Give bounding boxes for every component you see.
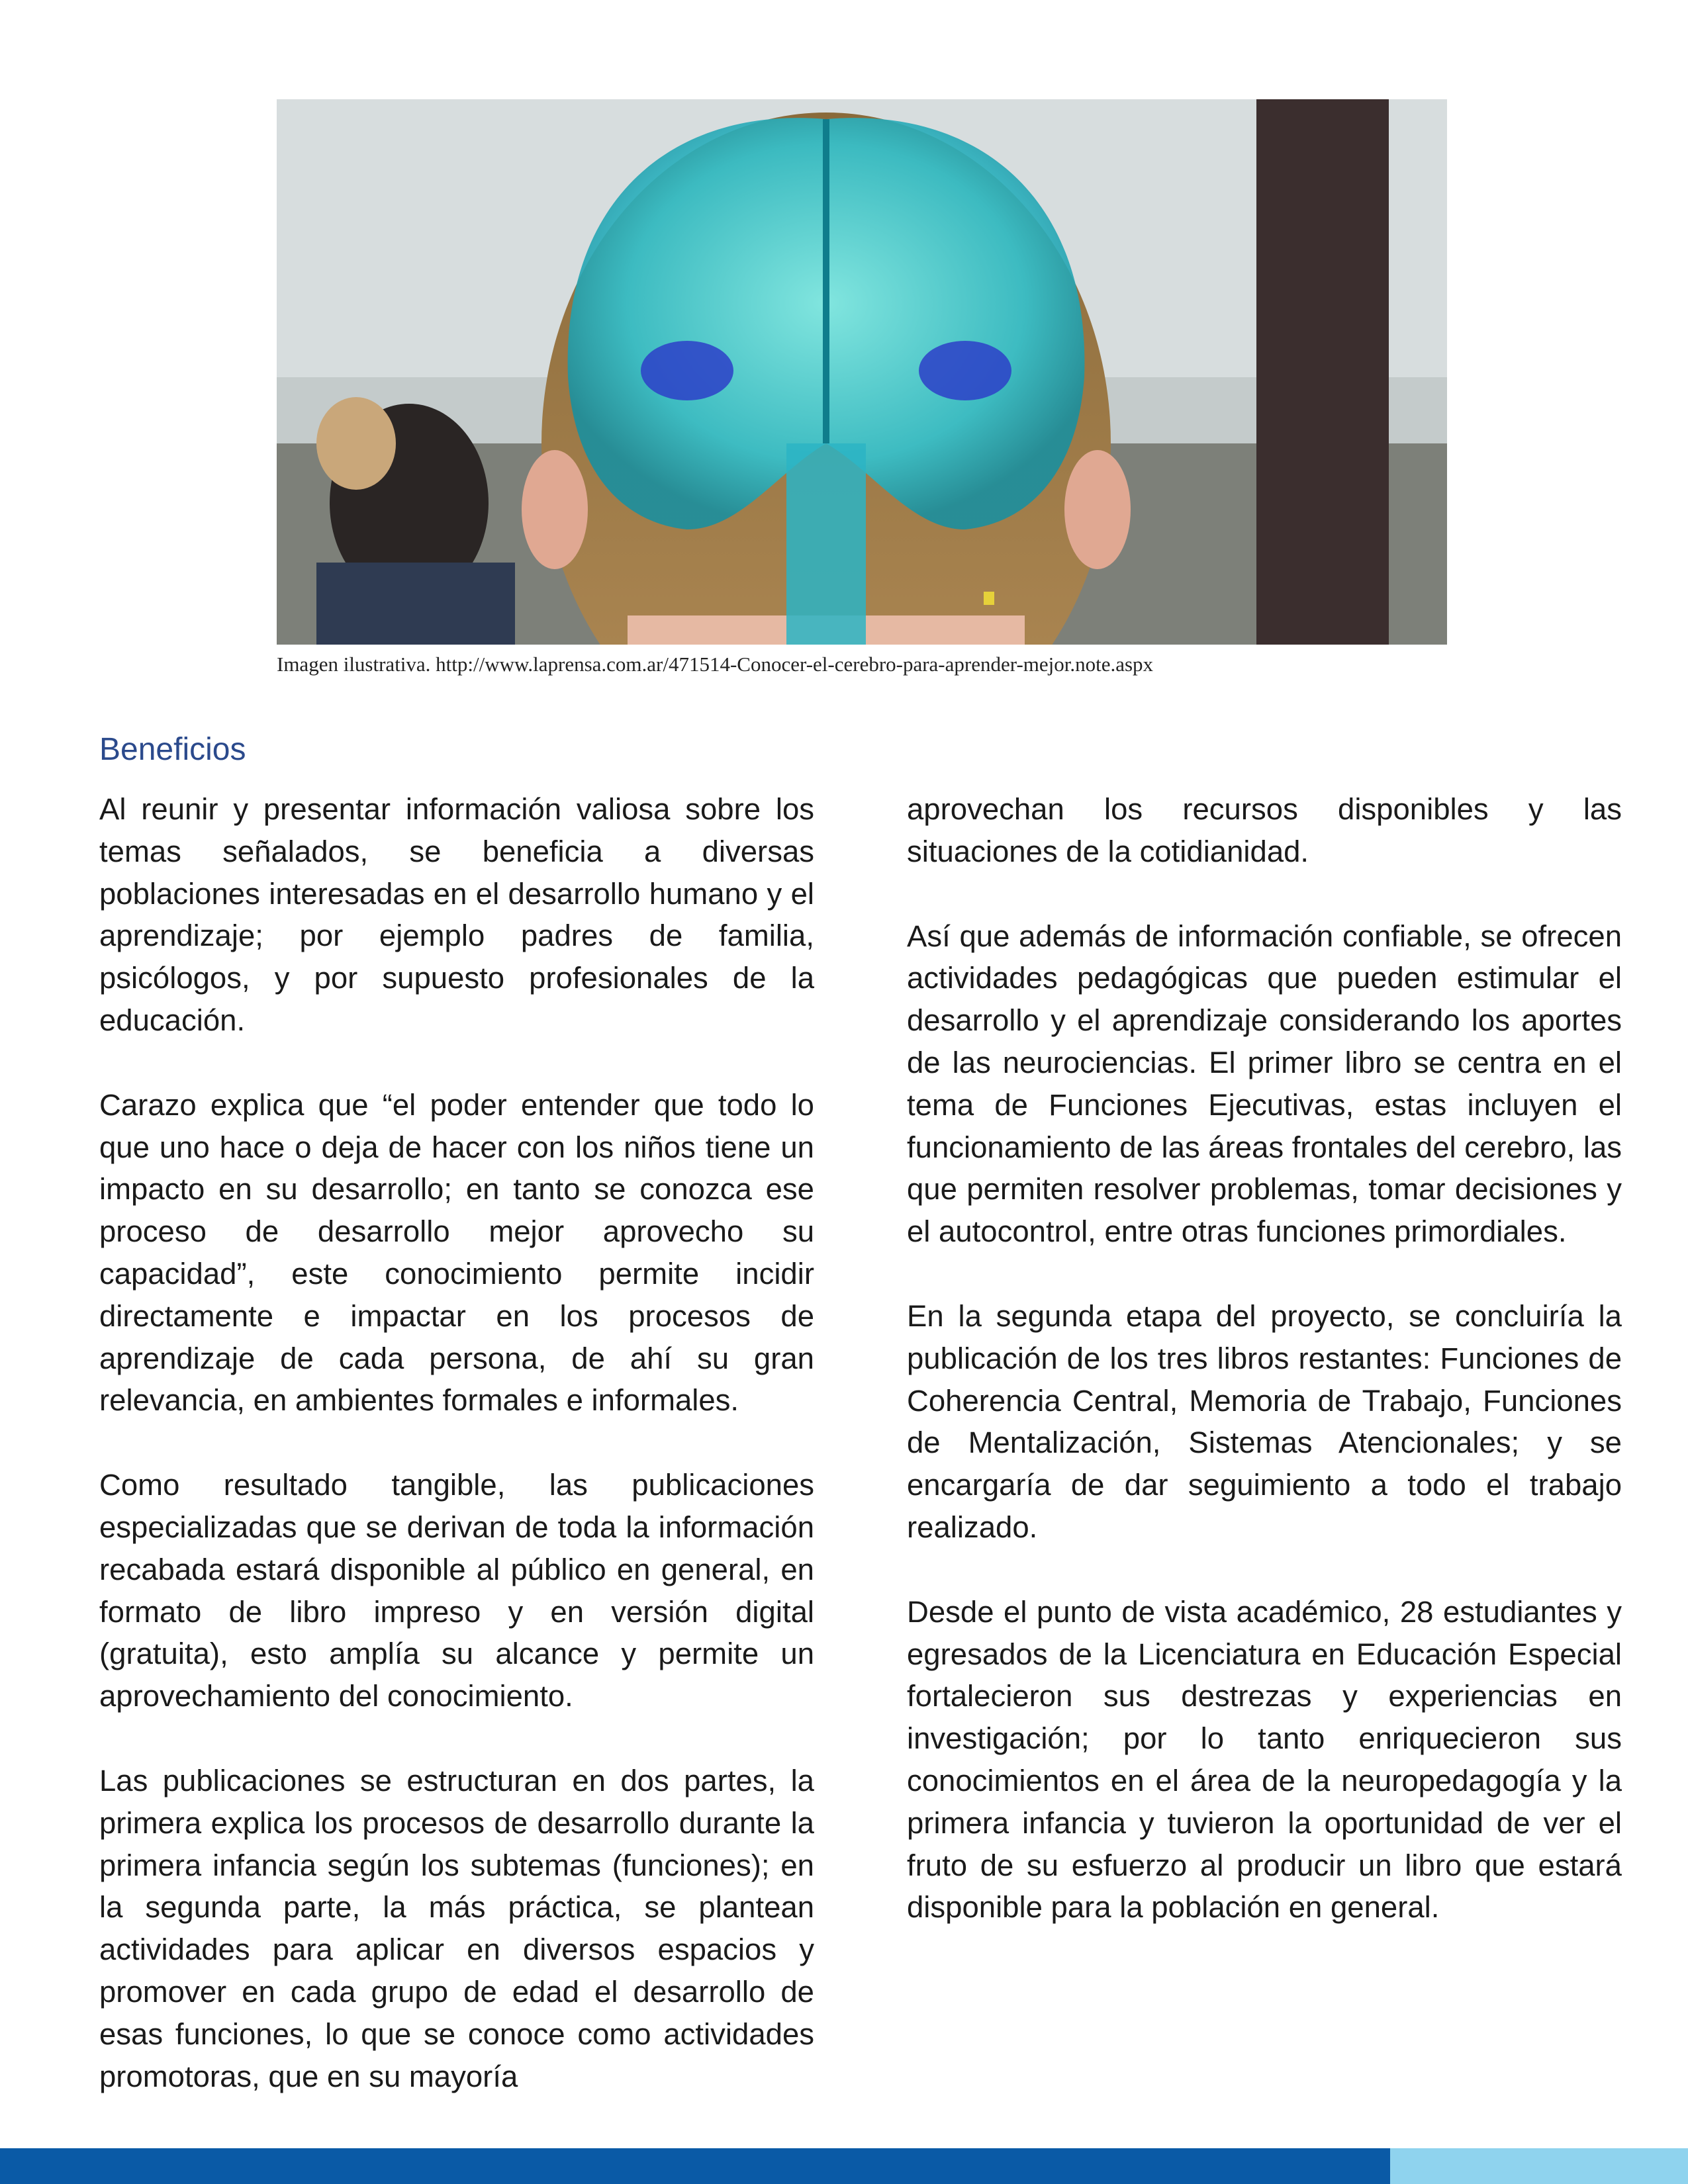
footer-bar — [0, 2148, 1390, 2184]
paragraph: Como resultado tangible, las publicaciones especializadas que se derivan de toda la información recabada estará disponible al público en general, en formato de libro impreso y en versión digital (gratuita), esto amplía su alcance y permite un aprovechamiento del conocimiento. — [99, 1468, 814, 1713]
paragraph: Desde el punto de vista académico, 28 estudiantes y egresados de la Licenciatura en Educación Especial fortalecieron sus destrezas y experiencias en investigación; por lo tanto enriquecieron sus conocimientos en el área de la neuropedagogía y la primera infancia y tuvieron la oportunidad de ver el fruto de su esfuerzo al producir un libro que estará disponible para la población en general. — [907, 1594, 1622, 1925]
left-text-column — [99, 788, 814, 2097]
right-text-column — [907, 788, 1622, 1929]
section-heading: Beneficios — [99, 732, 246, 767]
figure-caption: Imagen ilustrativa. http://www.laprensa.com.ar/471514-Conocer-el-cerebro-para-aprender-mejor.note.aspx — [277, 653, 1154, 676]
footer-accent-bar — [1390, 2148, 1688, 2184]
paragraph: Al reunir y presentar información valiosa sobre los temas señalados, se beneficia a diversas poblaciones interesadas en el desarrollo humano y el aprendizaje; por ejemplo padres de familia, psicólogos, y por supuesto profesionales de la educación. — [99, 792, 814, 1037]
paragraph: Las publicaciones se estructuran en dos partes, la primera explica los procesos de desarrollo durante la primera infancia según los subtemas (funciones); en la segunda parte, la más práctica, se plantean actividades para aplicar en diversos espacios y promover en cada grupo de edad el desarrollo de esas funciones, lo que se conoce como actividades promotoras, que en su mayoría — [99, 1763, 814, 2093]
paragraph: En la segunda etapa del proyecto, se concluiría la publicación de los tres libros restantes: Funciones de Coherencia Central, Memoria de Trabajo, Funciones de Mentalización, Sistemas Atencionales; y se encargaría de dar seguimiento a todo el trabajo realizado. — [907, 1298, 1622, 1544]
paragraph: aprovechan los recursos disponibles y las situaciones de la cotidianidad. — [907, 792, 1622, 868]
paragraph: Carazo explica que “el poder entender que todo lo que uno hace o deja de hacer con los niños tiene un impacto en su desarrollo; en tanto se conozca ese proceso de desarrollo mejor aprovecho su capacidad”, este conocimiento permite incidir directamente e impactar en los procesos de aprendizaje de cada persona, de ahí su gran relevancia, en ambientes formales e informales. — [99, 1087, 814, 1418]
brain-scan-picture — [277, 99, 1447, 645]
paragraph: Así que además de información confiable, se ofrecen actividades pedagógicas que pueden estimular el desarrollo y el aprendizaje considerando los aportes de las neurociencias. El primer libro se centra en el tema de Funciones Ejecutivas, estas incluyen el funcionamiento de las áreas frontales del cerebro, las que permiten resolver problemas, tomar decisiones y el autocontrol, entre otras funciones primordiales. — [907, 919, 1622, 1249]
brain-illustration-image — [277, 99, 1447, 645]
